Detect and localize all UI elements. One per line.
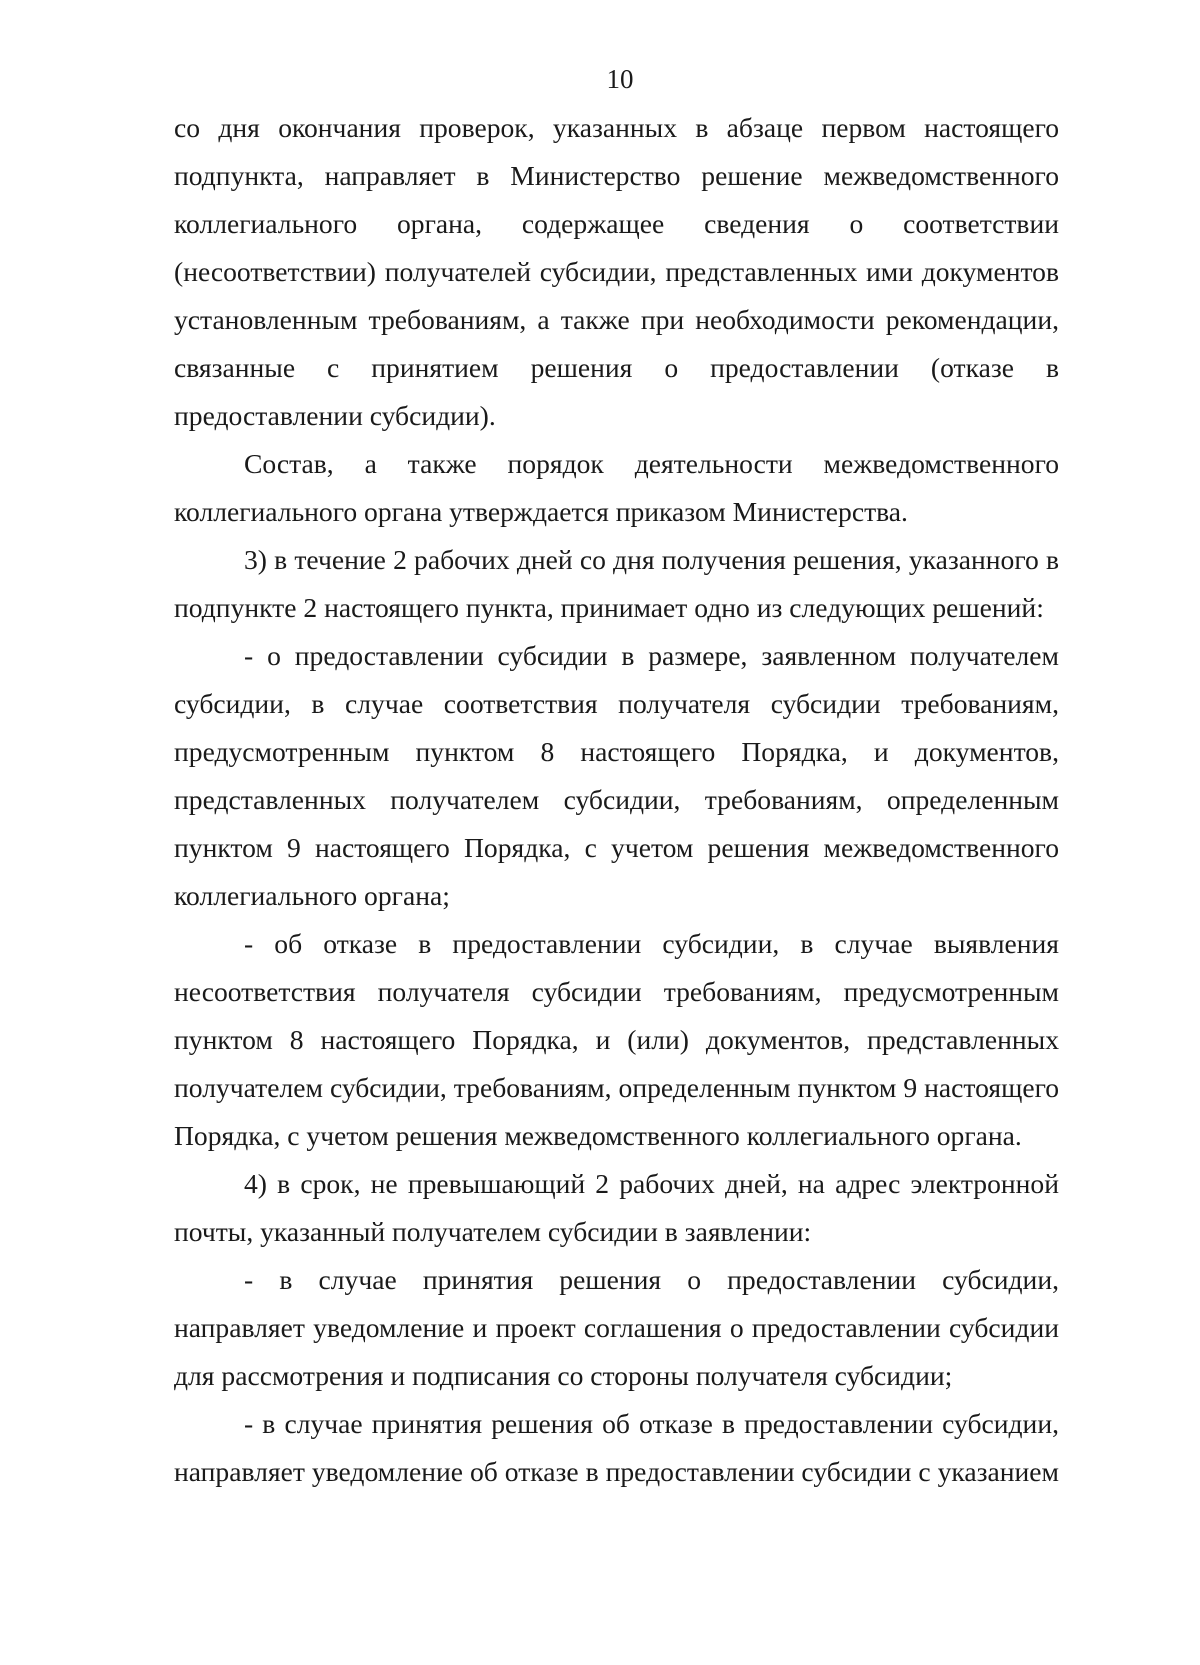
paragraph-item-4: 4) в срок, не превышающий 2 рабочих дней, на адрес электронной почты, указанный получателем субсидии в заявлении: bbox=[174, 1168, 1059, 1247]
document-body bbox=[174, 104, 1059, 1496]
paragraph-grant-notice: - в случае принятия решения о предоставлении субсидии, направляет уведомление и проект соглашения о предоставлении субсидии для рассмотрения и подписания со стороны получателя субсидии; bbox=[174, 1264, 1059, 1391]
paragraph-grant-decision: - о предоставлении субсидии в размере, заявленном получателем субсидии, в случае соответствия получателя субсидии требованиям, предусмотренным пунктом 8 настоящего Порядка, и документов, представленных получателем субсидии, требованиям, определенным пунктом 9 настоящего Порядка, с учетом решения межведомственного коллегиального органа; bbox=[174, 640, 1059, 911]
paragraph-item-3: 3) в течение 2 рабочих дней со дня получения решения, указанного в подпункте 2 настоящего пункта, принимает одно из следующих решений: bbox=[174, 544, 1059, 623]
paragraph-composition: Состав, а также порядок деятельности межведомственного коллегиального органа утверждается приказом Министерства. bbox=[174, 448, 1059, 527]
paragraph-continuation: со дня окончания проверок, указанных в абзаце первом настоящего подпункта, направляет в Министерство решение межведомственного коллегиального органа, содержащее сведения о соответствии (несоответствии) получателей субсидии, представленных ими документов установленным требованиям, а также при необходимости рекомендации, связанные с принятием решения о предоставлении (отказе в предоставлении субсидии). bbox=[174, 112, 1059, 431]
paragraph-refusal-notice: - в случае принятия решения об отказе в предоставлении субсидии, направляет уведомление об отказе в предоставлении субсидии с указанием bbox=[174, 1408, 1059, 1487]
paragraph-refusal-decision: - об отказе в предоставлении субсидии, в случае выявления несоответствия получателя субсидии требованиям, предусмотренным пунктом 8 настоящего Порядка, и (или) документов, представленных получателем субсидии, требованиям, определенным пунктом 9 настоящего Порядка, с учетом решения межведомственного коллегиального органа. bbox=[174, 928, 1059, 1151]
page-number: 10 bbox=[606, 64, 634, 94]
